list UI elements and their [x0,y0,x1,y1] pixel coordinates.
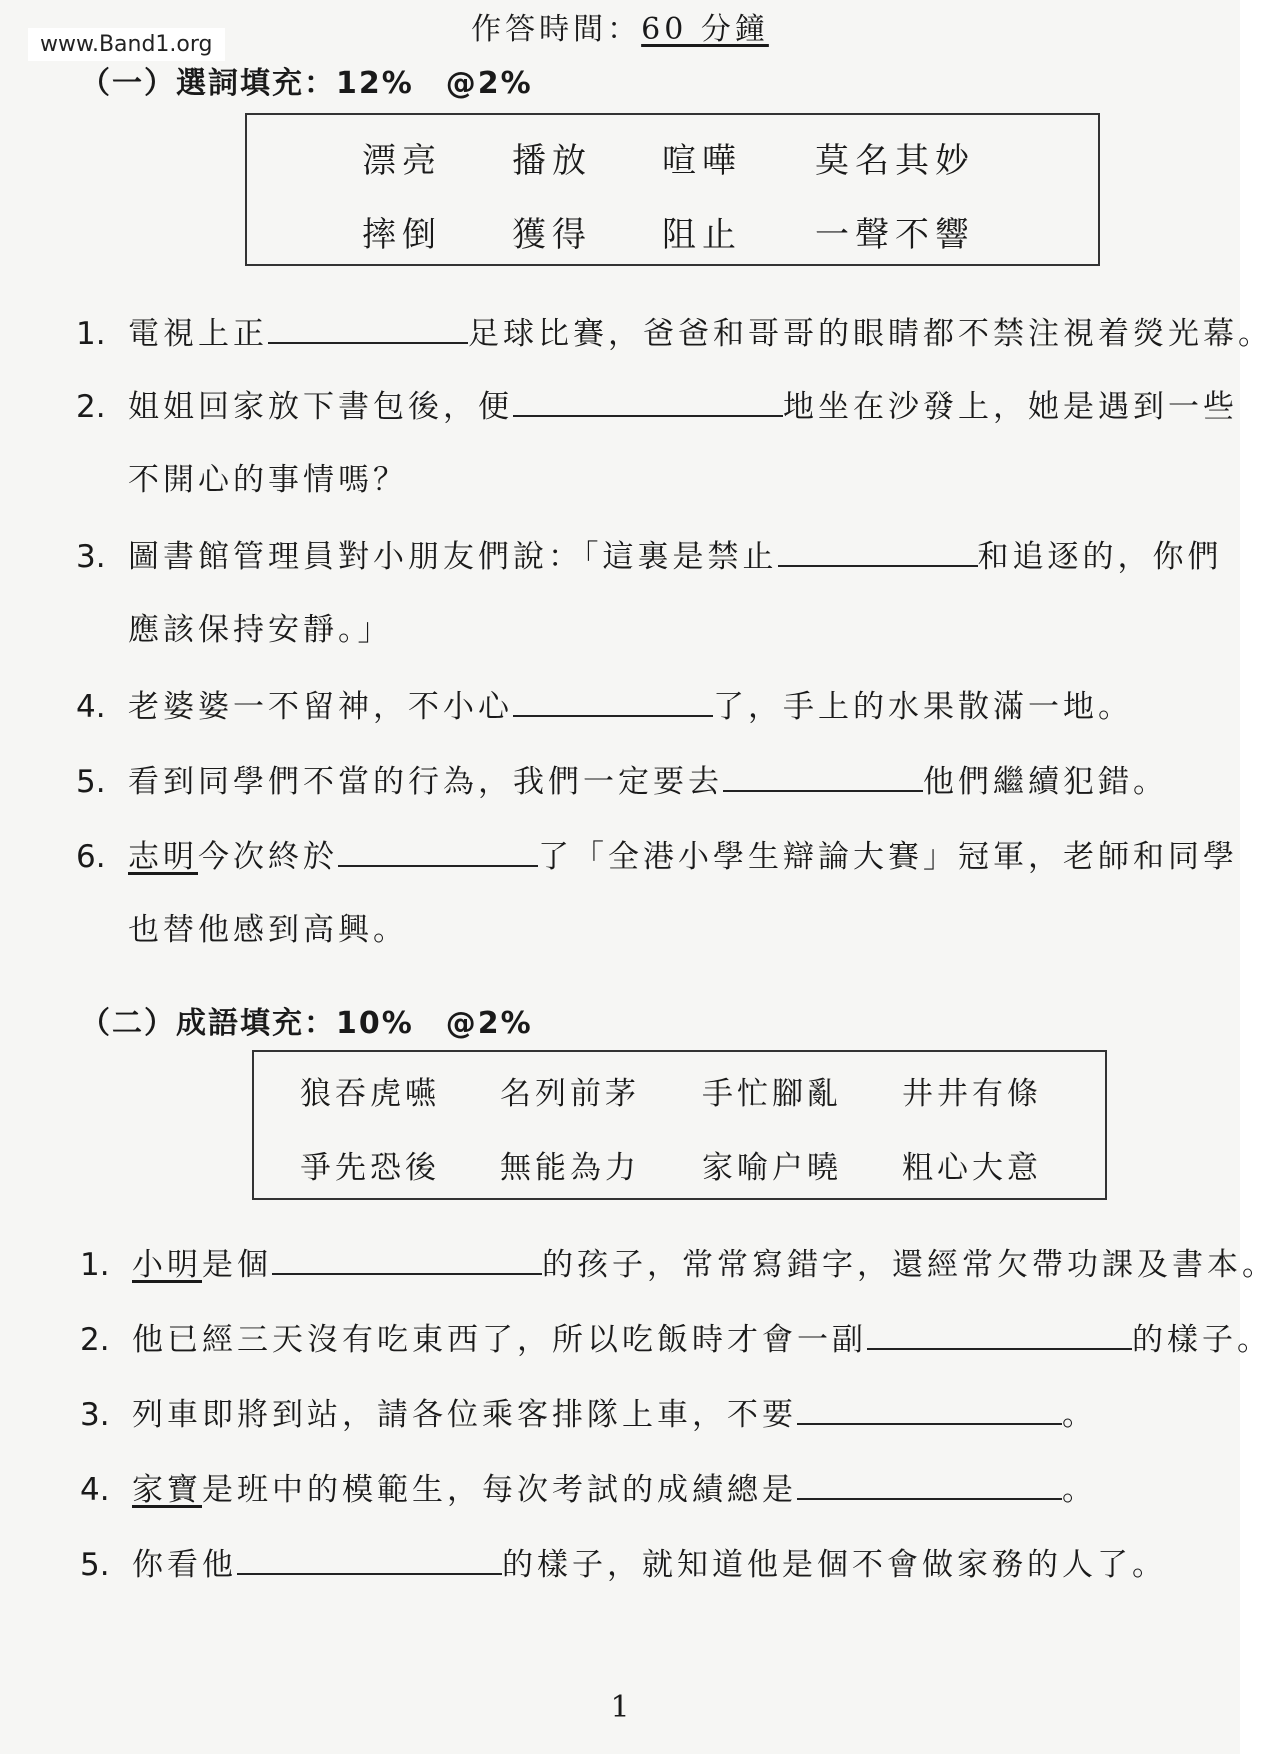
section1-title: （一）選詞填充：12% @2% [80,66,533,101]
time-limit [0,4,1240,48]
question-1-6-continued: 也替他感到高興。 [128,912,408,948]
question-1-2-continued: 不開心的事情嗎？ [128,462,408,498]
idiom-bank-item: 名列前茅 [500,1076,640,1112]
word-bank-item: 阻止 [662,215,742,255]
idiom-bank-item: 爭先恐後 [300,1150,440,1186]
idiom-bank-item: 無能為力 [500,1150,640,1186]
question-1-2: 2. 姐姐回家放下書包後，便 地坐在沙發上，她是遇到一些 [76,385,1238,427]
word-bank-item: 喧嘩 [662,141,742,181]
word-bank-item: 獲得 [512,215,592,255]
section2-title: （二）成語填充：10% @2% [80,1006,533,1041]
question-1-4: 4. 老婆婆一不留神，不小心 了，手上的水果散滿一地。 [76,685,1133,727]
idiom-bank-item: 家喻户曉 [702,1150,842,1186]
idiom-bank-item: 粗心大意 [902,1150,1042,1186]
answer-blank[interactable] [513,685,713,717]
answer-blank[interactable] [797,1468,1062,1500]
answer-blank[interactable] [778,535,978,567]
answer-blank[interactable] [338,835,538,867]
person-name: 志明 [128,839,198,875]
word-bank-item: 播放 [512,141,592,181]
word-bank-item: 一聲不響 [815,215,975,255]
answer-blank[interactable] [272,1243,542,1275]
idiom-bank-item: 井井有條 [902,1076,1042,1112]
question-1-5: 5. 看到同學們不當的行為，我們一定要去 他們繼續犯錯。 [76,760,1168,802]
answer-blank[interactable] [867,1318,1132,1350]
time-label: 作答時間： [471,12,642,47]
answer-blank[interactable] [513,385,783,417]
question-2-4: 4. 家寶是班中的模範生，每次考試的成績總是 。 [80,1468,1097,1510]
question-2-5: 5. 你看他 的樣子，就知道他是個不會做家務的人了。 [80,1543,1167,1585]
question-1-6: 6. 志明今次終於 了「全港小學生辯論大賽」冠軍，老師和同學 [76,835,1238,877]
word-bank-item: 摔倒 [362,215,442,255]
idiom-bank-item: 狼吞虎嚥 [300,1076,440,1112]
person-name: 小明 [132,1247,202,1283]
answer-blank[interactable] [797,1393,1062,1425]
question-1-1: 1. 電視上正 足球比賽，爸爸和哥哥的眼睛都不禁注視着熒光幕。 [76,312,1273,354]
answer-blank[interactable] [268,312,468,344]
word-bank-item: 莫名其妙 [815,141,975,181]
person-name: 家寶 [132,1472,202,1508]
watermark: www.Band1.org [28,28,225,61]
time-value: 60 分鐘 [641,12,769,47]
word-bank-item: 漂亮 [362,141,442,181]
question-2-1: 1. 小明是個 的孩子，常常寫錯字，還經常欠帶功課及書本。 [80,1243,1277,1285]
question-2-3: 3. 列車即將到站，請各位乘客排隊上車，不要 。 [80,1393,1097,1435]
question-2-2: 2. 他已經三天沒有吃東西了，所以吃飯時才會一副 的樣子。 [80,1318,1272,1360]
answer-blank[interactable] [723,760,923,792]
idiom-bank-item: 手忙腳亂 [702,1076,842,1112]
answer-blank[interactable] [237,1543,502,1575]
page-number: 1 [610,1690,630,1725]
question-1-3: 3. 圖書館管理員對小朋友們說：「這裏是禁止 和追逐的，你們 [76,535,1223,577]
question-1-3-continued: 應該保持安靜。」 [128,612,393,648]
